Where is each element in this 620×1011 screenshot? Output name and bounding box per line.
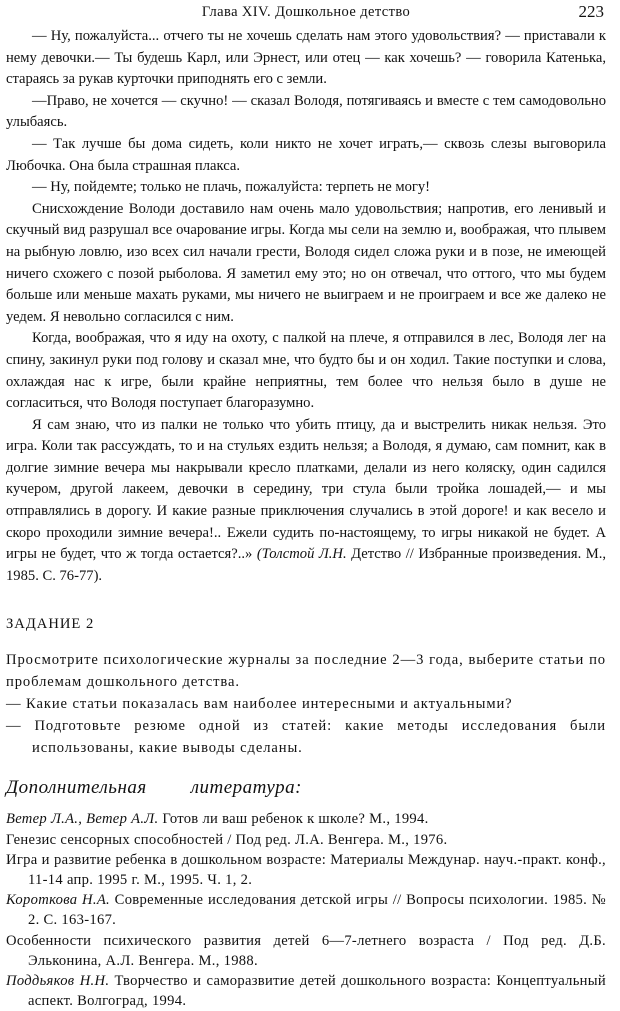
literature-entry [6, 809, 606, 829]
running-header [6, 0, 606, 26]
literature-heading [6, 775, 606, 801]
entry-author: Поддьяков Н.Н. [6, 973, 110, 990]
entry-text: Творчество и саморазвитие детей дошкольного возраста: Концептуальный аспект. Волгоград, 1994. [28, 973, 606, 1010]
literature-entry [6, 830, 606, 850]
page-number: 223 [578, 2, 604, 21]
literature-entry [6, 890, 606, 930]
paragraph: — Ну, пожалуйста... отчего ты не хочешь сделать нам этого удовольствия? — приставали к нему девочки.— Ты будешь Карл, или Эрнест, или отец — как хочешь? — говорила Катенька, стараясь за рукав курточки приподнять его с земли. [6, 28, 606, 88]
literature-entry [6, 850, 606, 890]
entry-text: Современные исследования детской игры // Вопросы психологии. 1985. № 2. С. 163-167. [28, 892, 606, 929]
entry-author: Ветер Л.А., Ветер А.Л. [6, 811, 159, 828]
quote-text: Я сам знаю, что из палки не только что убить птицу, да и выстрелить никак нельзя. Это игра. Коли так рассуждать, то и на стульях ездить нельзя; а Володя, я думаю, сам помнит, как в долгие зимние вечера мы накрывали кресло платками, делали из него коляску, один садился кучером, другой лакеем, девочки в середину, три стула были тройка лошадей,— и мы отправлялись в дорогу. И какие разные приключения случались в этой дороге! и как весело и скоро проходили зимние вечера!.. Ежели судить по-настоящему, то игры никакой не будет. А игры не будет, что ж тогда остается?..» [6, 416, 606, 563]
main-text [6, 26, 606, 587]
citation-source: Детство // Избранные произведения. М., 1985. С. 76-77). [6, 546, 607, 584]
literature-list [6, 809, 606, 1011]
task-item: — Подготовьте резюме одной из статей: какие методы исследования были использованы, какие выводы сделаны. [6, 718, 606, 757]
literature-entry [6, 931, 606, 971]
paragraph: Снисхождение Володи доставило нам очень мало удовольствия; напротив, его ленивый и скучный вид разрушал все очарование игры. Когда мы сели на землю и, воображая, что плывем на рыбную ловлю, изо всех сил начали грести, Володя сидел сложа руки и в позе, не имеющей ничего схожего с позой рыболова. Я заметил ему это; но он отвечал, что оттого, что мы будем больше или меньше махать руками, мы ничего не выиграем и не проиграем и все же далеко не уедем. Я невольно согласился с ним. [6, 200, 606, 325]
entry-text: Генезис сенсорных способностей / Под ред. Л.А. Венгера. М., 1976. [6, 831, 448, 848]
paragraph: — Так лучше бы дома сидеть, коли никто не хочет играть,— сквозь слезы выговорила Любочка. Она была страшная плакса. [6, 135, 606, 174]
literature-entry [6, 971, 606, 1011]
entry-text: Особенности психического развития детей 6—7-летнего возраста / Под ред. Д.Б. Эльконина, А.Л. Венгера. М., 1988. [6, 932, 606, 969]
chapter-title: Глава XIV. Дошкольное детство [201, 4, 411, 20]
task-section [6, 613, 606, 759]
literature-heading-word: литература: [190, 777, 302, 799]
paragraph-with-citation [6, 415, 606, 588]
task-heading: ЗАДАНИЕ 2 [6, 616, 95, 633]
paragraph: — Ну, пойдемте; только не плачь, пожалуйста: терпеть не могу! [32, 179, 431, 196]
entry-author: Короткова Н.А. [6, 892, 110, 909]
task-intro: Просмотрите психологические журналы за последние 2—3 года, выберите статьи по проблемам дошкольного детства. [6, 652, 606, 691]
citation-author: (Толстой Л.Н. [256, 546, 347, 563]
entry-text: Игра и развитие ребенка в дошкольном возрасте: Материалы Междунар. науч.-практ. конф., 11-14 апр. 1995 г. М., 1995. Ч. 1, 2. [6, 851, 606, 889]
task-item: — Какие статьи показалась вам наиболее интересными и актуальными? [6, 696, 513, 713]
paragraph: Когда, воображая, что я иду на охоту, с палкой на плече, я отправился в лес, Володя лег на спину, закинул руки под голову и сказал мне, что будто бы и он ходил. Такие поступки и слова, охлаждая нас к игре, были крайне неприятны, тем более что нельзя было в душе не согласиться, что Володя поступает благоразумно. [6, 330, 606, 412]
entry-text: Готов ли ваш ребенок к школе? М., 1994. [158, 811, 429, 828]
literature-heading-word: Дополнительная [6, 777, 147, 799]
paragraph: —Право, не хочется — скучно! — сказал Володя, потягиваясь и вместе с тем самодовольно улыбаясь. [6, 92, 606, 131]
